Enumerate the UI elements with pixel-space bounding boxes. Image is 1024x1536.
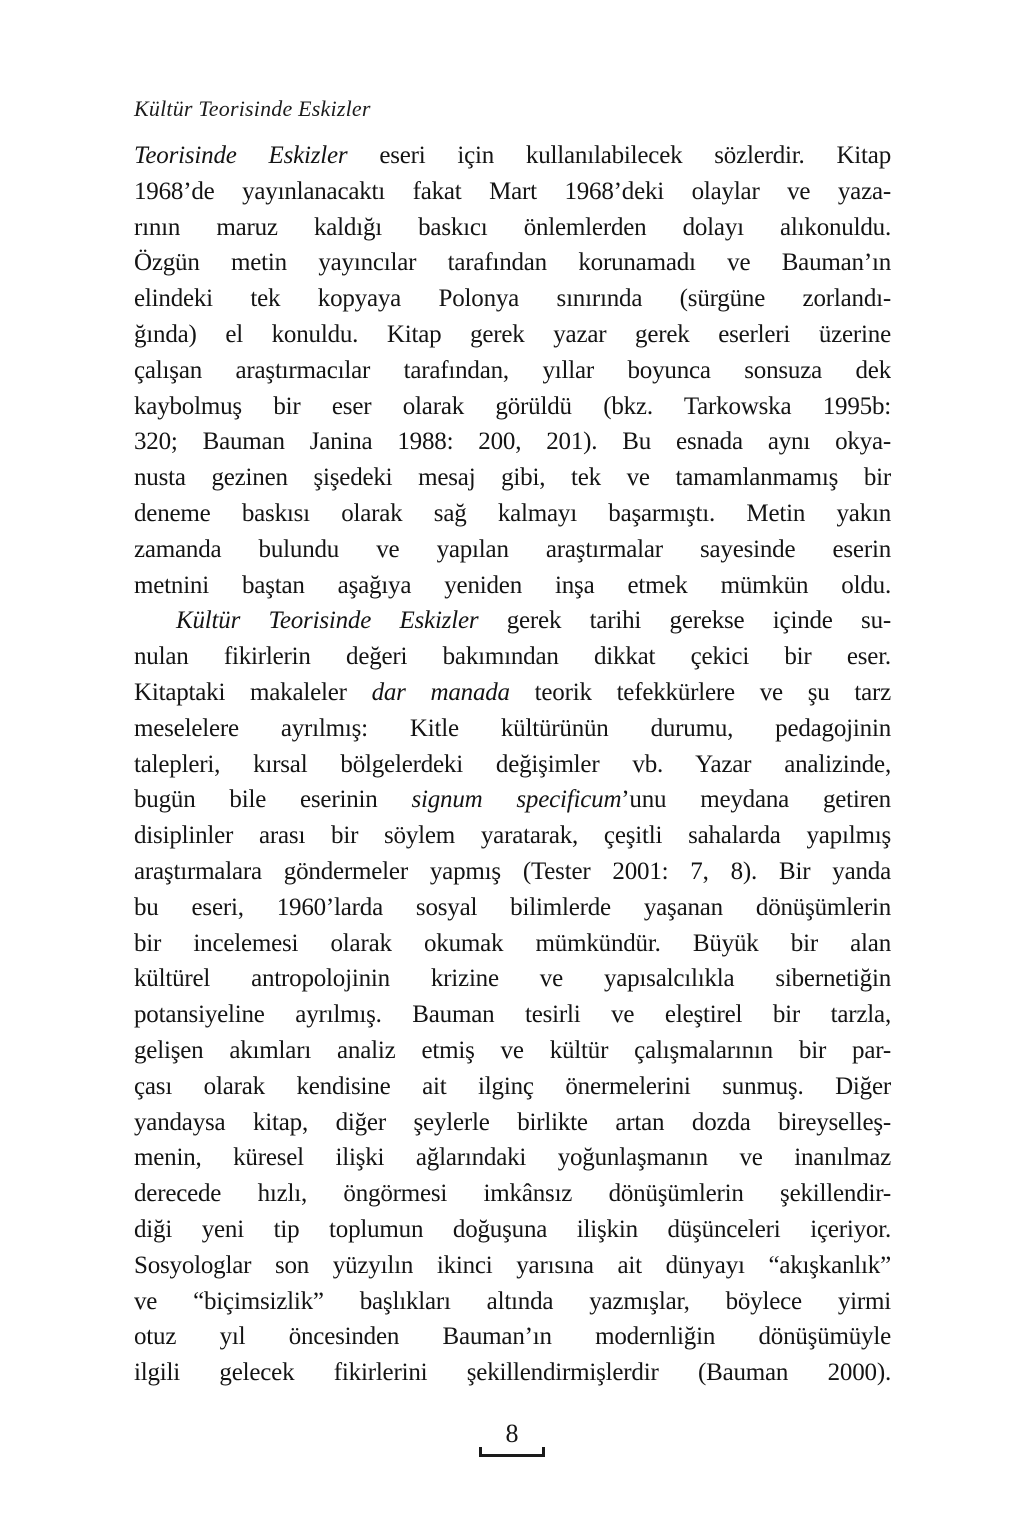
running-head: Kültür Teorisinde Eskizler <box>134 96 371 121</box>
body-text-segment: kültürel antropolojinin krizine ve yapısalcılıkla sibernetiğin <box>134 965 891 993</box>
body-text-segment: teorik tefekkürlere ve şu tarz <box>509 678 891 706</box>
body-text-segment: ’unu meydana getiren <box>621 786 891 814</box>
body-line <box>134 639 891 675</box>
body-text-segment: gelişen akımları analiz etmiş ve kültür çalışmalarının bir par- <box>134 1036 891 1064</box>
body-line <box>134 460 891 496</box>
body-text-segment: elindeki tek kopyaya Polonya sınırında (sürgüne zorlandı- <box>134 285 891 313</box>
body-text-segment: Kitaptaki makaleler <box>134 678 372 706</box>
page-number: 8 <box>505 1419 519 1448</box>
body-line <box>134 603 891 639</box>
body-line <box>134 389 891 425</box>
body-text-segment: 1968’de yayınlanacaktı fakat Mart 1968’deki olaylar ve yaza- <box>134 177 891 205</box>
body-text-segment: çası olarak kendisine ait ilginç önermelerini sunmuş. Diğer <box>134 1072 891 1100</box>
body-text-segment: diği yeni tip toplumun doğuşuna ilişkin düşünceleri içeriyor. <box>134 1215 891 1243</box>
body-text-segment: otuz yıl öncesinden Bauman’ın modernliğin dönüşümüyle <box>134 1323 891 1351</box>
body-text-segment: ve “biçimsizlik” başlıkları altında yazmışlar, böylece yirmi <box>134 1287 891 1315</box>
body-line <box>134 1319 891 1355</box>
italic-text: dar manada <box>371 678 510 706</box>
body-text-segment: zamanda bulundu ve yapılan araştırmalar sayesinde eserin <box>134 535 891 563</box>
body-line <box>134 174 891 210</box>
body-line <box>134 675 891 711</box>
body-text-segment: gerek tarihi gerekse içinde su- <box>478 607 891 635</box>
body-text-segment: bir incelemesi olarak okumak mümkündür. Büyük bir alan <box>134 929 891 957</box>
body-line <box>134 711 891 747</box>
body-line <box>134 138 891 174</box>
body-line <box>134 997 891 1033</box>
body-text-segment: rının maruz kaldığı baskıcı önlemlerden dolayı alıkonuldu. <box>134 213 891 241</box>
body-text-segment: derecede hızlı, öngörmesi imkânsız dönüşümlerin şekillendir- <box>134 1180 891 1208</box>
body-text-segment: bugün bile eserinin <box>134 786 412 814</box>
body-line <box>134 782 891 818</box>
body-text <box>134 138 891 1391</box>
body-line <box>134 281 891 317</box>
body-line <box>134 353 891 389</box>
body-text-segment: Sosyologlar son yüzyılın ikinci yarısına ait dünyayı “akışkanlık” <box>134 1251 891 1279</box>
body-line <box>134 317 891 353</box>
body-line <box>134 424 891 460</box>
body-text-segment: nusta gezinen şişedeki mesaj gibi, tek ve tamamlanmamış bir <box>134 464 891 492</box>
body-line <box>134 926 891 962</box>
body-line <box>134 1033 891 1069</box>
body-line <box>134 1069 891 1105</box>
body-line <box>134 1105 891 1141</box>
body-text-segment: bu eseri, 1960’larda sosyal bilimlerde yaşanan dönüşümlerin <box>134 893 891 921</box>
body-line <box>134 1140 891 1176</box>
italic-text: signum specificum <box>411 786 622 814</box>
body-line <box>134 1248 891 1284</box>
body-text-segment: metnini baştan aşağıya yeniden inşa etmek mümkün oldu. <box>134 571 891 599</box>
footer-rule <box>479 1447 545 1457</box>
body-text-segment: nulan fikirlerin değeri bakımından dikkat çekici bir eser. <box>134 643 891 671</box>
body-text-segment: eseri için kullanılabilecek sözlerdir. Kitap <box>347 142 891 169</box>
body-line <box>134 1355 891 1391</box>
body-text-segment: disiplinler arası bir söylem yaratarak, çeşitli sahalarda yapılmış <box>134 822 891 850</box>
body-line <box>134 890 891 926</box>
body-line <box>134 961 891 997</box>
body-text-segment: potansiyeline ayrılmış. Bauman tesirli ve eleştirel bir tarzla, <box>134 1001 891 1029</box>
body-text-segment: araştırmalara göndermeler yapmış (Tester 2001: 7, 8). Bir yanda <box>134 857 891 885</box>
page-footer <box>0 1420 1024 1457</box>
body-line <box>134 1176 891 1212</box>
body-line <box>134 568 891 604</box>
body-text-segment: çalışan araştırmacılar tarafından, yıllar boyunca sonsuza dek <box>134 356 891 384</box>
body-line <box>134 210 891 246</box>
body-line <box>134 1212 891 1248</box>
body-text-segment: yandaysa kitap, diğer şeylerle birlikte artan dozda bireyselleş- <box>134 1108 891 1136</box>
body-text-segment: Özgün metin yayıncılar tarafından korunamadı ve Bauman’ın <box>134 249 891 277</box>
body-text-segment: talepleri, kırsal bölgelerdeki değişimler vb. Yazar analizinde, <box>134 750 891 778</box>
body-text-segment: kaybolmuş bir eser olarak görüldü (bkz. Tarkowska 1995b: <box>134 392 891 420</box>
body-line <box>134 747 891 783</box>
italic-text: Kültür Teorisinde Eskizler <box>176 607 479 635</box>
body-text-segment: 320; Bauman Janina 1988: 200, 201). Bu esnada aynı okya- <box>134 428 891 456</box>
body-text-segment: deneme baskısı olarak sağ kalmayı başarmıştı. Metin yakın <box>134 499 891 527</box>
body-line <box>134 1284 891 1320</box>
body-line <box>134 245 891 281</box>
body-text-segment: menin, küresel ilişki ağlarındaki yoğunlaşmanın ve inanılmaz <box>134 1144 891 1172</box>
body-text-segment: meselelere ayrılmış: Kitle kültürünün durumu, pedagojinin <box>134 714 891 742</box>
body-line <box>134 818 891 854</box>
body-line <box>134 496 891 532</box>
italic-text: Teorisinde Eskizler <box>134 142 348 169</box>
body-text-segment: ilgili gelecek fikirlerini şekillendirmişlerdir (Bauman 2000). <box>134 1359 891 1387</box>
body-text-segment: ğında) el konuldu. Kitap gerek yazar gerek eserleri üzerine <box>134 320 891 348</box>
body-line <box>134 532 891 568</box>
body-line <box>134 854 891 890</box>
